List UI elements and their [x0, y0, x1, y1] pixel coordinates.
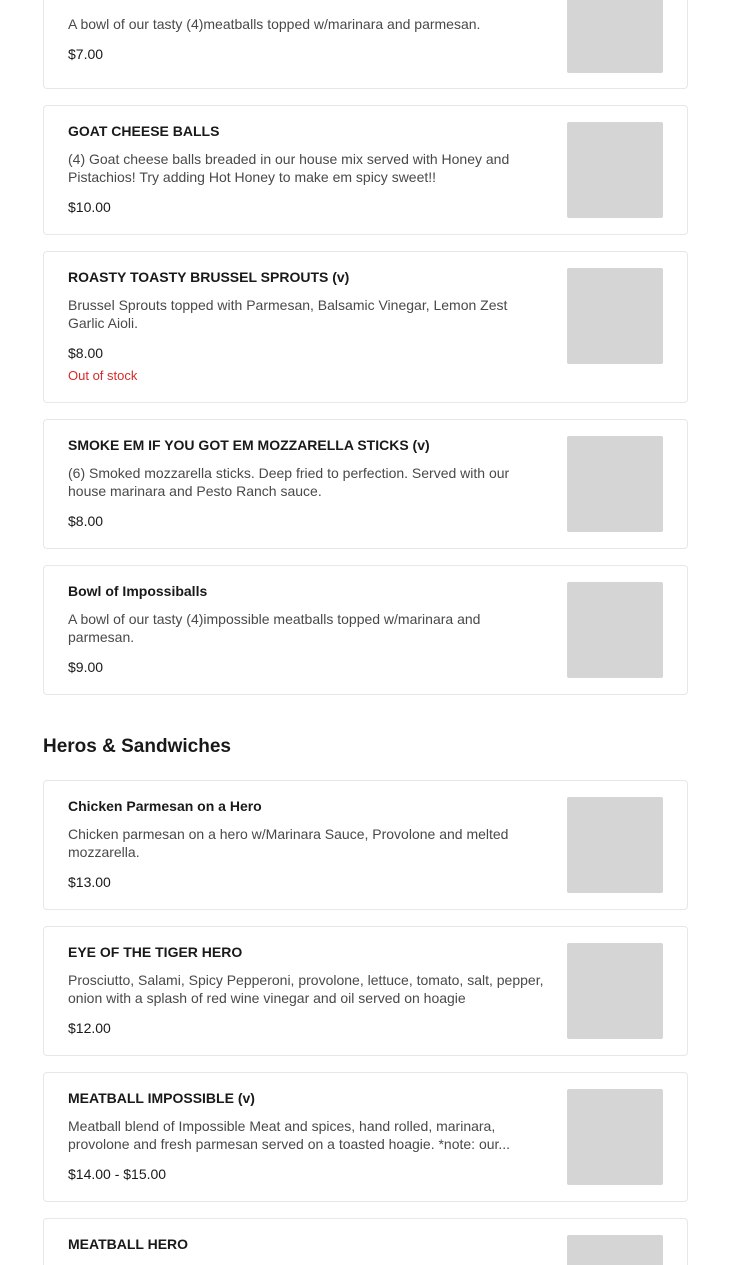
menu-item-price: $8.00 [68, 345, 104, 361]
menu-item-description: Meatball blend of Impossible Meat and spices, hand rolled, marinara, provolone and fresh parmesan served on a toasted hoagie. *note: our... [68, 1118, 511, 1152]
menu-item-card[interactable] [43, 419, 688, 549]
menu-item-card[interactable] [43, 105, 688, 235]
menu-item-image [567, 1235, 663, 1265]
menu-item-name: EYE OF THE TIGER HERO [68, 944, 243, 960]
menu-item-price: $13.00 [68, 874, 111, 890]
menu-item-name: MEATBALL HERO [68, 1236, 189, 1252]
section-heading: Heros & Sandwiches [43, 736, 231, 757]
menu-item-description: A bowl of our tasty (4)impossible meatballs topped w/marinara and parmesan. [68, 611, 481, 645]
menu-item-price: $9.00 [68, 659, 104, 675]
menu-item-card[interactable] [43, 1072, 688, 1202]
menu-item-image [567, 582, 663, 678]
menu-item-description: (4) Goat cheese balls breaded in our house mix served with Honey and Pistachios! Try adding Hot Honey to make em spicy sweet!! [68, 151, 510, 185]
menu-item-card[interactable] [43, 0, 688, 89]
menu-item-name: Chicken Parmesan on a Hero [68, 798, 262, 814]
menu-item-description: A bowl of our tasty (4)meatballs topped w/marinara and parmesan. [68, 16, 481, 32]
menu-item-image [567, 122, 663, 218]
menu-item-name: GOAT CHEESE BALLS [68, 123, 220, 139]
out-of-stock-label: Out of stock [68, 368, 138, 383]
menu-item-card[interactable] [43, 926, 688, 1056]
menu-item-description: Chicken parmesan on a hero w/Marinara Sauce, Provolone and melted mozzarella. [68, 826, 509, 860]
menu-item-name: MEATBALL IMPOSSIBLE (v) [68, 1090, 255, 1106]
menu-item-price: $7.00 [68, 46, 104, 62]
menu-item-price: $10.00 [68, 199, 111, 215]
menu-item-name: SMOKE EM IF YOU GOT EM MOZZARELLA STICKS (v) [68, 437, 430, 453]
menu-item-price: $12.00 [68, 1020, 111, 1036]
menu-item-image [567, 268, 663, 364]
menu-item-name: ROASTY TOASTY BRUSSEL SPROUTS (v) [68, 269, 350, 285]
menu-item-description: Brussel Sprouts topped with Parmesan, Balsamic Vinegar, Lemon Zest Garlic Aioli. [68, 297, 508, 331]
menu-item-image [567, 797, 663, 893]
menu-item-image [567, 0, 663, 73]
menu-item-price: $14.00 - $15.00 [68, 1166, 167, 1182]
menu-item-card[interactable] [43, 780, 688, 910]
menu-item-card[interactable] [43, 1218, 688, 1265]
menu-item-description: (6) Smoked mozzarella sticks. Deep fried to perfection. Served with our house marinara and Pesto Ranch sauce. [68, 465, 510, 499]
menu-item-image [567, 1089, 663, 1185]
menu-item-description: Prosciutto, Salami, Spicy Pepperoni, provolone, lettuce, tomato, salt, pepper, onion with a splash of red wine vinegar and oil served on hoagie [68, 972, 544, 1006]
menu-item-image [567, 943, 663, 1039]
menu-item-card[interactable] [43, 565, 688, 695]
menu-item-card[interactable] [43, 251, 688, 403]
menu-item-name: Bowl of Impossiballs [68, 583, 208, 599]
menu-item-image [567, 436, 663, 532]
menu-item-price: $8.00 [68, 513, 104, 529]
